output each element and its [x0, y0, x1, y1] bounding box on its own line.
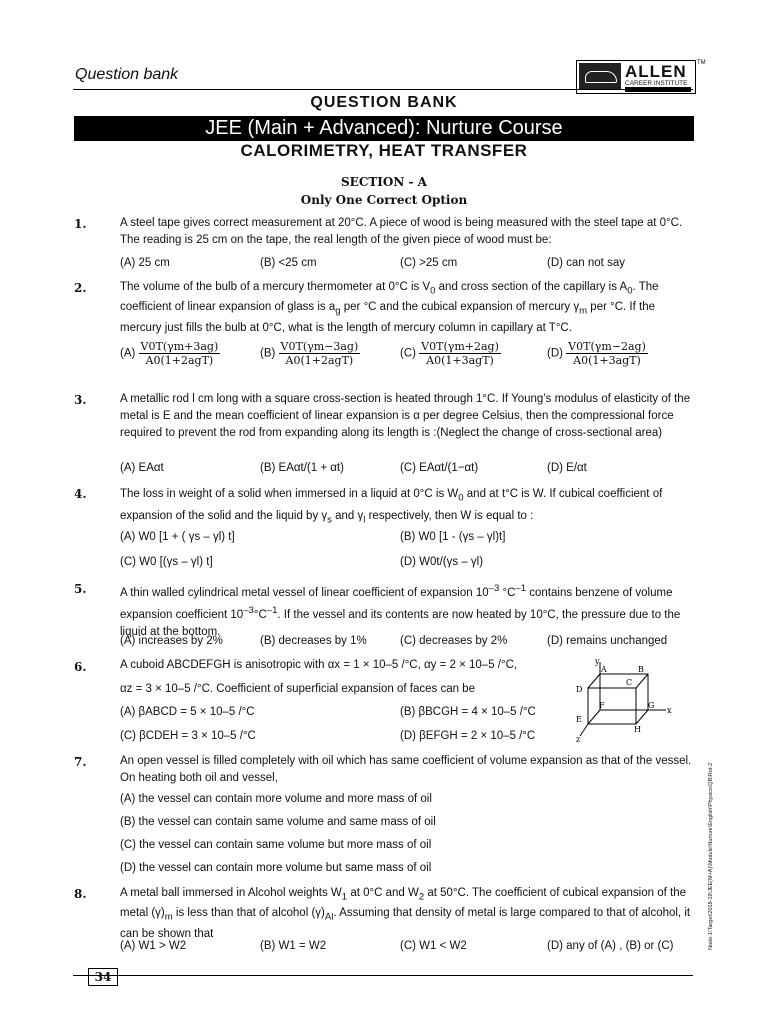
option-d: (D) $\frac{V0T(\gamma m-2ag)}{\text{A0(1+3agT)}}$ [547, 340, 646, 367]
option-c: (C) >25 cm [400, 257, 458, 269]
option-b: (B) $\frac{V0T(\gamma m-3ag)}{\text{A0(1+2agT)}}$ [260, 340, 359, 367]
option-b: (B) the vessel can contain same volume and same mass of oil [120, 816, 436, 828]
vertex-label-b: B [638, 665, 644, 674]
question-text-line-2: αz = 3 × 10–5 /°C. Coefficient of superficial expansion of faces can be [120, 683, 475, 695]
page-title: QUESTION BANK [310, 94, 458, 111]
option-d: (D) W0t/(γs – γl) [400, 556, 484, 568]
option-b: (B) βBCGH = 4 × 10–5 /°C [400, 706, 536, 718]
vertex-label-c: C [626, 678, 633, 687]
question-number: 6. [74, 660, 87, 674]
question-text: A metal ball immersed in Alcohol weights $W_1$ at 0°C and $W_2$ at 50°C. The coefficient of cubical expansion of the metal $(\gamma)_m$ is less than that of alcohol $(\gamma)_{Al}$. Assuming that density of metal is large compared to that of alcohol, it can be shown that [120, 887, 691, 940]
option-d: (D) any of (A) , (B) or (C) [547, 940, 674, 952]
option-a: (A) EAαt [120, 462, 164, 474]
option-c: (C) EAαt/(1−αt) [400, 462, 479, 474]
side-file-path: Node-1\Target\2018-19\JEE(M+A)\Module\Nurture\English\Physics\QB\Rot-2 [708, 762, 714, 950]
option-a: (A) βABCD = 5 × 10–5 /°C [120, 706, 255, 718]
vertex-label-h: H [634, 725, 641, 734]
running-title: Question bank [75, 66, 179, 83]
course-banner: JEE (Main + Advanced): Nurture Course [74, 116, 694, 141]
question-number: 1. [74, 217, 87, 231]
question-text-line-1: A cuboid ABCDEFGH is anisotropic with αx = 1 × 10–5 /°C, αy = 2 × 10–5 /°C, [120, 659, 518, 671]
vertex-label-g: G [648, 701, 655, 710]
option-c: (C) $\frac{V0T(\gamma m+2ag)}{\text{A0(1+3agT)}}$ [400, 340, 499, 367]
option-c: (C) W0 [(γs – γl) t] [120, 556, 213, 568]
option-c: (C) decreases by 2% [400, 635, 508, 647]
option-d: (D) the vessel can contain more volume but same mass of oil [120, 862, 432, 874]
question-text: The loss in weight of a solid when immersed in a liquid at 0°C is $W_0$ and at t°C is W. If cubical coefficient of expansion of the solid and the liquid by $\gamma_s$ and $\gamma_l$ respectively, then W is equal to : [120, 488, 663, 526]
question-number: 2. [74, 281, 87, 295]
header-rule [73, 89, 693, 90]
option-d: (D) E/αt [547, 462, 587, 474]
question-number: 3. [74, 393, 87, 407]
option-c: (C) W1 < W2 [400, 940, 467, 952]
question-text: The volume of the bulb of a mercury thermometer at 0°C is $V_0$ and cross section of the capillary is $A_0$. The coefficient of linear expansion of glass is $a_g$ per °C and the cubical expansion of mercury $\gamma_m$ per °C. If the mercury just fills the bulb at 0°C, what is the length of mercury column in capillary at T°C. [120, 281, 659, 334]
vertex-label-e: E [576, 715, 582, 724]
cuboid-diagram [572, 658, 682, 746]
question-text: A metallic rod l cm long with a square cross-section is heated through 1°C. If Young’s modulus of elasticity of the metal is E and the mean coefficient of linear expansion is α per degree Celsius, then the compressional force required to prevent the rod from expanding along its length is :(Neglect the change of cross-sectional area) [120, 393, 691, 439]
axis-label-z: z [576, 735, 581, 744]
question-number: 7. [74, 755, 87, 769]
logo-name: ALLEN [625, 62, 687, 81]
option-b: (B) W0 [1 - (γs – γl)t] [400, 531, 506, 543]
section-name: SECTION - A [341, 175, 427, 189]
option-b: (B) W1 = W2 [260, 940, 327, 952]
question-text: A steel tape gives correct measurement at 20°C. A piece of wood is being measured with the steel tape at 0°C. The reading is 25 cm on the tape, the real length of the given piece of wood must be: [120, 217, 683, 246]
question-text: A thin walled cylindrical metal vessel of linear coefficient of expansion $10^{-3}$ $^\circ C^{-1}$ contains benzene of volume expansion coefficient $10^{-3}^\circ C^{-1}$. If the vessel and its contents are now heated by 10°C, the pressure due to the liquid at the bottom. [120, 583, 681, 638]
axis-label-y: y [595, 658, 600, 666]
question-number: 8. [74, 887, 87, 901]
vertex-label-a: A [601, 665, 607, 674]
option-d: (D) βEFGH = 2 × 10–5 /°C [400, 730, 536, 742]
option-d: (D) remains unchanged [547, 635, 668, 647]
section-subtitle: Only One Correct Option [300, 193, 468, 207]
option-c: (C) βCDEH = 3 × 10–5 /°C [120, 730, 256, 742]
question-text: An open vessel is filled completely with oil which has same coefficient of volume expansion as that of the vessel. On heating both oil and vessel, [120, 755, 692, 784]
chapter-title: CALORIMETRY, HEAT TRANSFER [240, 141, 528, 160]
option-b: (B) <25 cm [260, 257, 317, 269]
trademark: TM [697, 60, 706, 66]
question-number: 5. [74, 582, 87, 596]
question-number: 4. [74, 487, 87, 501]
vertex-label-f: F [599, 701, 605, 710]
option-b: (B) decreases by 1% [260, 635, 367, 647]
option-c: (C) the vessel can contain same volume but more mass of oil [120, 839, 432, 851]
option-a: (A) increases by 2% [120, 635, 223, 647]
logo-car-icon [579, 63, 621, 89]
option-a: (A) 25 cm [120, 257, 170, 269]
option-a: (A) W1 > W2 [120, 940, 187, 952]
option-a: (A) the vessel can contain more volume and more mass of oil [120, 793, 432, 805]
option-d: (D) can not say [547, 257, 625, 269]
axis-label-x: x [667, 706, 672, 715]
option-a: (A) W0 [1 + ( γs – γl) t] [120, 531, 235, 543]
page-number: 34 [88, 968, 118, 986]
vertex-label-d: D [576, 685, 583, 694]
option-b: (B) EAαt/(1 + αt) [260, 462, 344, 474]
footer-rule [73, 975, 693, 976]
logo-subtitle: CAREER INSTITUTE [625, 80, 688, 87]
option-a: (A) $\frac{V0T(\gamma m+3ag)}{\text{A0(1+2agT)}}$ [120, 340, 219, 367]
